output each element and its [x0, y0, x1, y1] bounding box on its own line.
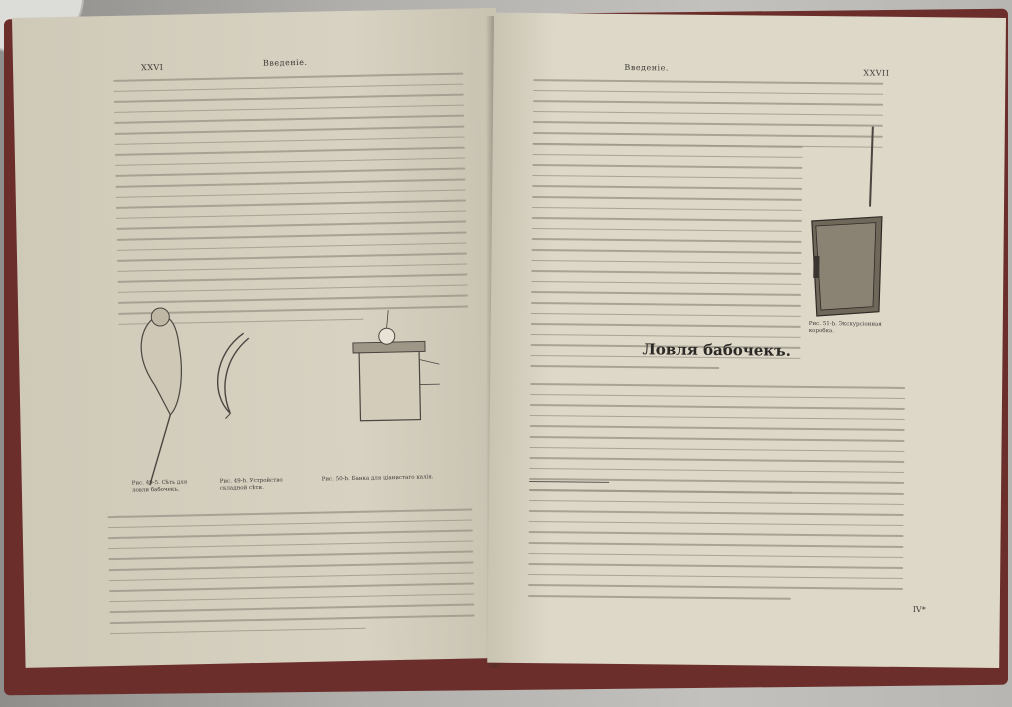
- section-heading: Ловля бабочекъ.: [642, 340, 791, 360]
- collecting-box-illustration: [801, 126, 903, 317]
- left-running-title: Введеніе.: [262, 57, 308, 68]
- caption-fig-49-5: Рис. 49-5. Сѣть для ловли бабочекъ.: [131, 479, 188, 494]
- net-illustration: [98, 289, 462, 496]
- caption-fig-51-b: Рис. 51-b. Экскурсіонная коробка.: [808, 320, 882, 335]
- right-page-number: XXVII: [863, 68, 890, 78]
- left-page: [12, 8, 510, 668]
- signature-mark: IV*: [912, 605, 926, 615]
- left-text-block-bottom: [107, 508, 475, 643]
- right-footnote-block: [528, 489, 904, 609]
- caption-fig-49-b: Рис. 49-b. Устройство складной сѣти.: [219, 477, 283, 492]
- right-text-block-bottom: [529, 383, 905, 503]
- right-running-title: Введеніе.: [624, 63, 669, 73]
- left-page-number: XXVI: [140, 62, 164, 73]
- caption-fig-50-b: Рис. 50-b. Банка для ціанистаго калія.: [321, 474, 434, 483]
- right-page: [487, 13, 1006, 668]
